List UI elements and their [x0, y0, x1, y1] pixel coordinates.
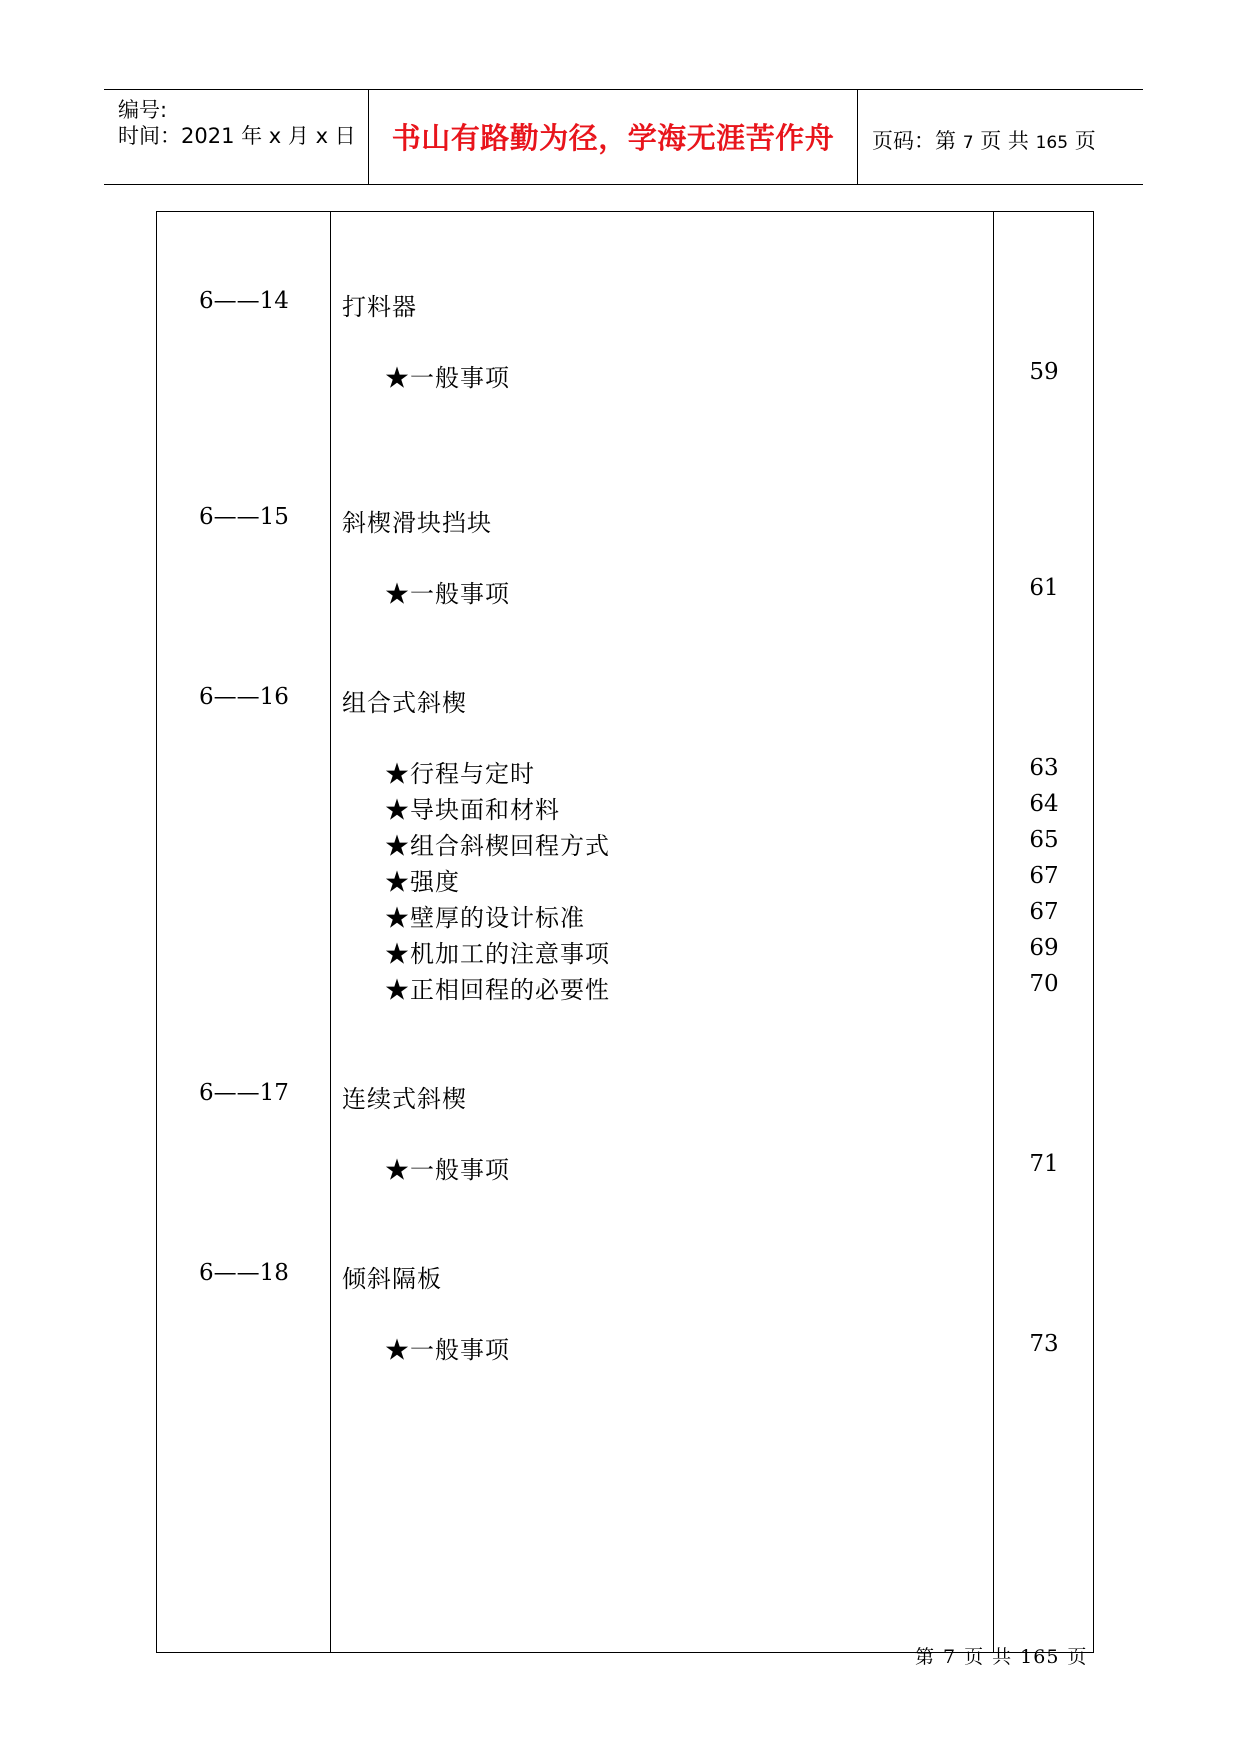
header-page-current: 7: [962, 133, 974, 153]
header-page-label: 页码：第: [872, 129, 956, 153]
toc-item[interactable]: ★导块面和材料: [385, 796, 560, 824]
toc-item[interactable]: ★组合斜楔回程方式: [385, 832, 610, 860]
footer-total-prefix: 共: [992, 1646, 1013, 1668]
section-title: 斜楔滑块挡块: [342, 509, 492, 537]
toc-page-number: 63: [1029, 755, 1059, 781]
toc-page-number: 64: [1029, 791, 1059, 817]
header-page-cell: [858, 90, 1143, 184]
page-footer: [911, 1642, 1091, 1669]
footer-suffix: 页: [1067, 1646, 1088, 1668]
section-title: 组合式斜楔: [342, 689, 467, 717]
toc-page-number: 65: [1029, 827, 1059, 853]
toc-page-number: 61: [1029, 575, 1059, 601]
document-number-label: 编号:: [118, 98, 168, 122]
toc-item[interactable]: ★行程与定时: [385, 760, 535, 788]
section-number: 6——14: [199, 288, 289, 314]
header-meta-cell: [104, 90, 368, 184]
toc-page-number: 59: [1029, 359, 1059, 385]
motto-text: 书山有路勤为径，学海无涯苦作舟: [391, 121, 835, 155]
header-motto-cell: [368, 90, 858, 184]
header-page-mid: 页 共: [980, 129, 1029, 153]
toc-page-number: 69: [1029, 935, 1059, 961]
section-title: 倾斜隔板: [342, 1265, 442, 1293]
header-page-indicator: [872, 125, 1096, 155]
toc-item[interactable]: ★正相回程的必要性: [385, 976, 610, 1004]
toc-page-number: 70: [1029, 971, 1059, 997]
toc-item[interactable]: ★一般事项: [385, 580, 510, 608]
toc-column-divider: [993, 212, 994, 1652]
section-number: 6——17: [199, 1080, 289, 1106]
section-number: 6——18: [199, 1260, 289, 1286]
toc-item[interactable]: ★一般事项: [385, 364, 510, 392]
toc-page-number: 67: [1029, 899, 1059, 925]
footer-total-pages: 165: [1020, 1646, 1060, 1668]
header-page-total: 165: [1035, 133, 1069, 153]
footer-current-page: 7: [943, 1646, 957, 1668]
section-number: 6——16: [199, 684, 289, 710]
page-header: [104, 89, 1143, 185]
footer-prefix: 第: [915, 1646, 936, 1668]
toc-item[interactable]: ★强度: [385, 868, 460, 896]
toc-item[interactable]: ★机加工的注意事项: [385, 940, 610, 968]
toc-item[interactable]: ★一般事项: [385, 1336, 510, 1364]
document-time-label: 时间：2021 年 x 月 x 日: [118, 124, 356, 148]
toc-page-number: 73: [1029, 1331, 1059, 1357]
toc-item[interactable]: ★一般事项: [385, 1156, 510, 1184]
toc-column-divider: [330, 212, 331, 1652]
toc-page-number: 71: [1029, 1151, 1059, 1177]
header-page-end: 页: [1074, 129, 1096, 153]
toc-page-number: 67: [1029, 863, 1059, 889]
section-title: 连续式斜楔: [342, 1085, 467, 1113]
footer-mid: 页: [964, 1646, 985, 1668]
section-title: 打料器: [342, 293, 417, 321]
toc-item[interactable]: ★壁厚的设计标准: [385, 904, 585, 932]
toc-table: [156, 211, 1094, 1653]
section-number: 6——15: [199, 504, 289, 530]
